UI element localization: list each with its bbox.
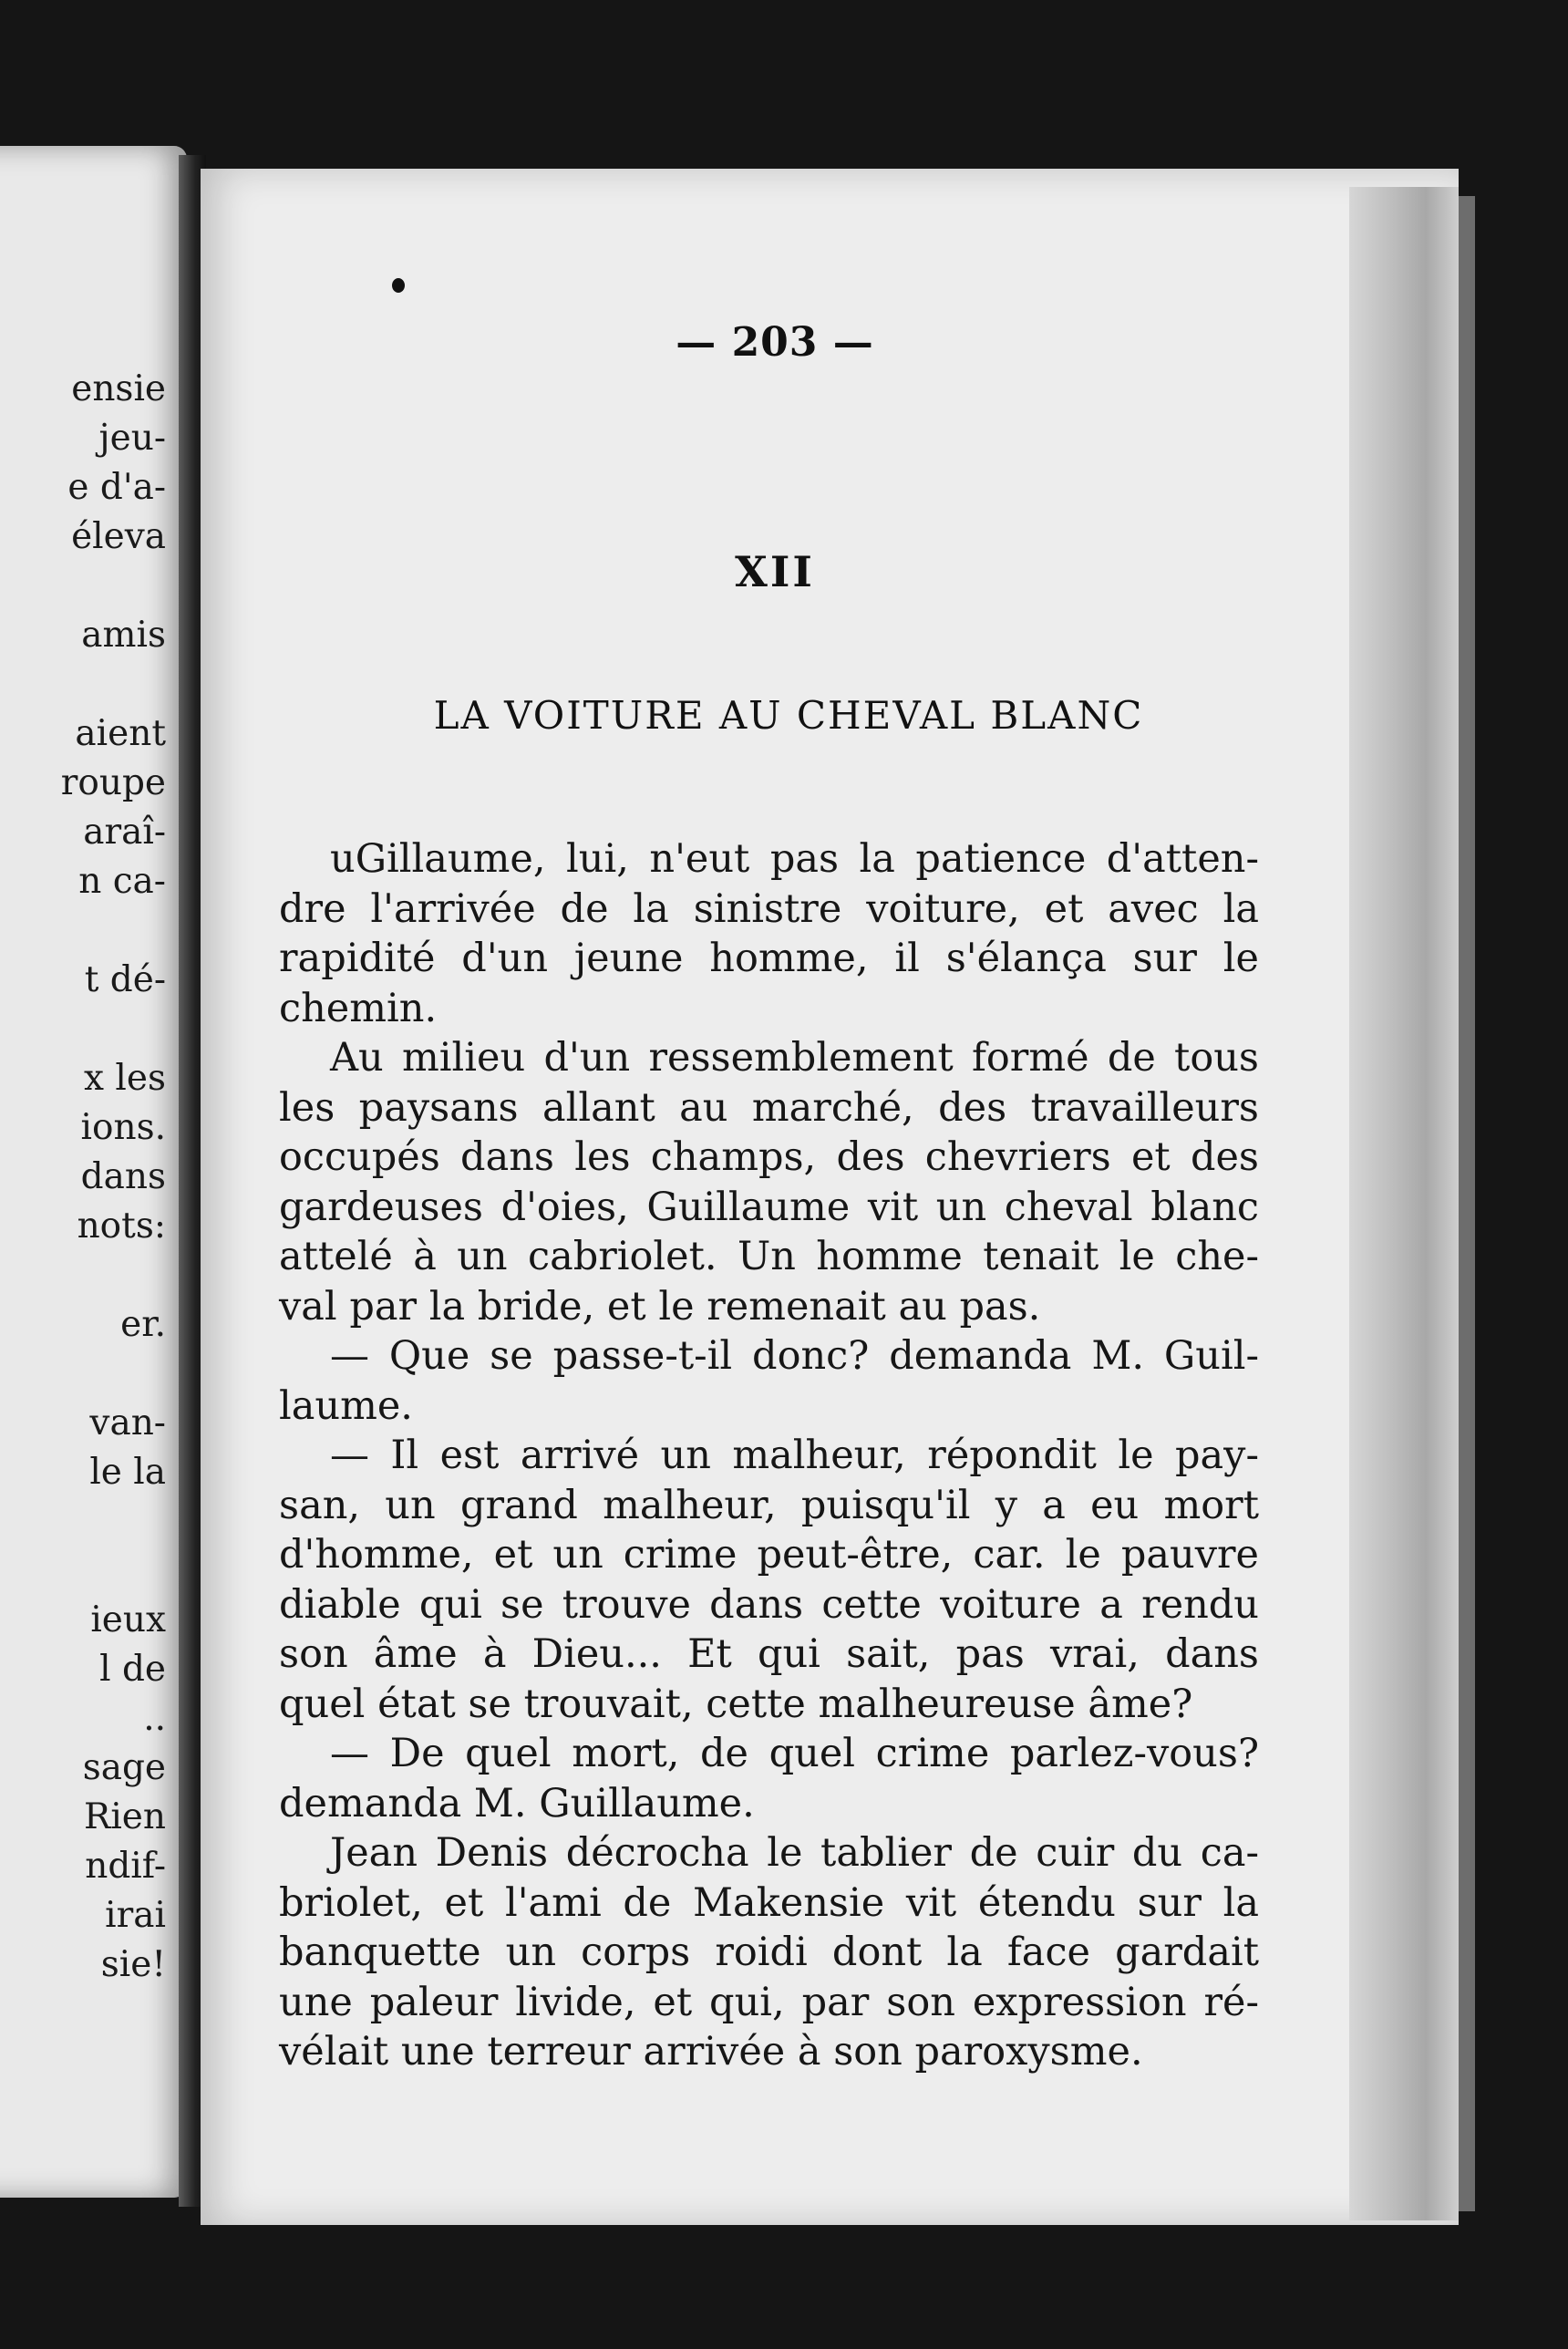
left-page-fragment: van-	[89, 1402, 166, 1444]
text-line: Au milieu d'un ressemblement formé de tous	[330, 1035, 1259, 1081]
page-edges	[1349, 187, 1459, 2220]
text-line: occupés dans les champs, des chevriers et des	[279, 1134, 1259, 1180]
left-page	[0, 146, 187, 2198]
left-page-fragment: ndif-	[85, 1846, 166, 1887]
text-line: banquette un corps roidi dont la face gardait	[279, 1930, 1259, 1975]
text-line: laume.	[279, 1382, 413, 1429]
text-line: val par la bride, et le remenait au pas.	[279, 1283, 1041, 1330]
text-line: une paleur livide, et qui, par son expression ré-	[279, 1979, 1259, 2025]
text-line: rapidité d'un jeune homme, il s'élança sur le	[279, 936, 1259, 981]
paragraph	[279, 1331, 1259, 1431]
left-page-fragment: e d'a-	[67, 467, 166, 508]
text-line: — Il est arrivé un malheur, répondit le pay-	[330, 1433, 1259, 1478]
text-line: demanda M. Guillaume.	[279, 1780, 755, 1826]
paragraph	[279, 834, 1259, 1033]
left-page-fragment: le la	[89, 1452, 166, 1493]
left-page-fragment: araî-	[83, 812, 166, 853]
left-page-fragment: ..	[143, 1698, 166, 1739]
left-page-fragment: sie!	[100, 1944, 166, 1985]
paragraph	[279, 1431, 1259, 1729]
paragraph	[279, 1729, 1259, 1828]
text-line: — Que se passe-t-il donc? demanda M. Guil-	[330, 1333, 1259, 1379]
text-line: san, un grand malheur, puisqu'il y a eu mort	[279, 1482, 1259, 1528]
text-line: attelé à un cabriolet. Un homme tenait le che-	[279, 1234, 1259, 1279]
left-page-fragment: ions.	[80, 1107, 166, 1148]
left-page-fragment: dans	[80, 1156, 166, 1197]
cover-edge	[1459, 196, 1475, 2211]
left-page-fragment: roupe	[60, 762, 166, 803]
text-line: chemin.	[279, 985, 438, 1031]
left-page-fragment: ensie	[71, 368, 166, 409]
left-page-fragment: irai	[105, 1895, 166, 1936]
left-page-fragment: ieux	[90, 1599, 166, 1640]
left-page-fragment: nots:	[77, 1206, 166, 1247]
chapter-title: LA VOITURE AU CHEVAL BLANC	[433, 693, 1144, 738]
text-line: dre l'arrivée de la sinistre voiture, et avec la	[279, 885, 1259, 932]
paragraph	[279, 1828, 1259, 2077]
left-page-fragment: n ca-	[78, 861, 166, 902]
text-line: vélait une terreur arrivée à son paroxysme.	[279, 2029, 1143, 2075]
text-line: uGillaume, lui, n'eut pas la patience d'atten-	[330, 836, 1259, 882]
left-page-fragment: aient	[75, 713, 166, 754]
chapter-number: XII	[735, 547, 815, 596]
left-page-fragment: er.	[120, 1304, 166, 1345]
left-page-fragment: jeu-	[98, 418, 166, 459]
left-page-fragment: t dé-	[84, 959, 166, 1000]
left-page-fragment: amis	[81, 615, 166, 656]
text-line: d'homme, et un crime peut-être, car. le pauvre	[279, 1532, 1259, 1578]
text-line: les paysans allant au marché, des travailleurs	[279, 1084, 1259, 1131]
left-page-fragment: l de	[99, 1649, 166, 1690]
ink-speck	[392, 278, 405, 293]
text-line: Jean Denis décrocha le tablier de cuir du ca-	[330, 1830, 1259, 1876]
text-line: — De quel mort, de quel crime parlez-vous?	[330, 1731, 1259, 1776]
paragraph	[279, 1033, 1259, 1331]
text-line: gardeuses d'oies, Guillaume vit un cheval blanc	[279, 1184, 1259, 1230]
text-line: quel état se trouvait, cette malheureuse âme?	[279, 1681, 1193, 1727]
left-page-fragment: x les	[84, 1058, 166, 1099]
left-page-fragment: sage	[82, 1747, 166, 1788]
text-line: briolet, et l'ami de Makensie vit étendu sur la	[279, 1879, 1259, 1926]
left-page-fragment: éleva	[71, 516, 166, 557]
body-text	[279, 834, 1259, 2077]
text-line: son âme à Dieu... Et qui sait, pas vrai, dans	[279, 1631, 1259, 1677]
left-page-fragment: Rien	[83, 1796, 166, 1837]
page-number: — 203 —	[676, 319, 874, 366]
text-line: diable qui se trouve dans cette voiture a rendu	[279, 1581, 1259, 1628]
